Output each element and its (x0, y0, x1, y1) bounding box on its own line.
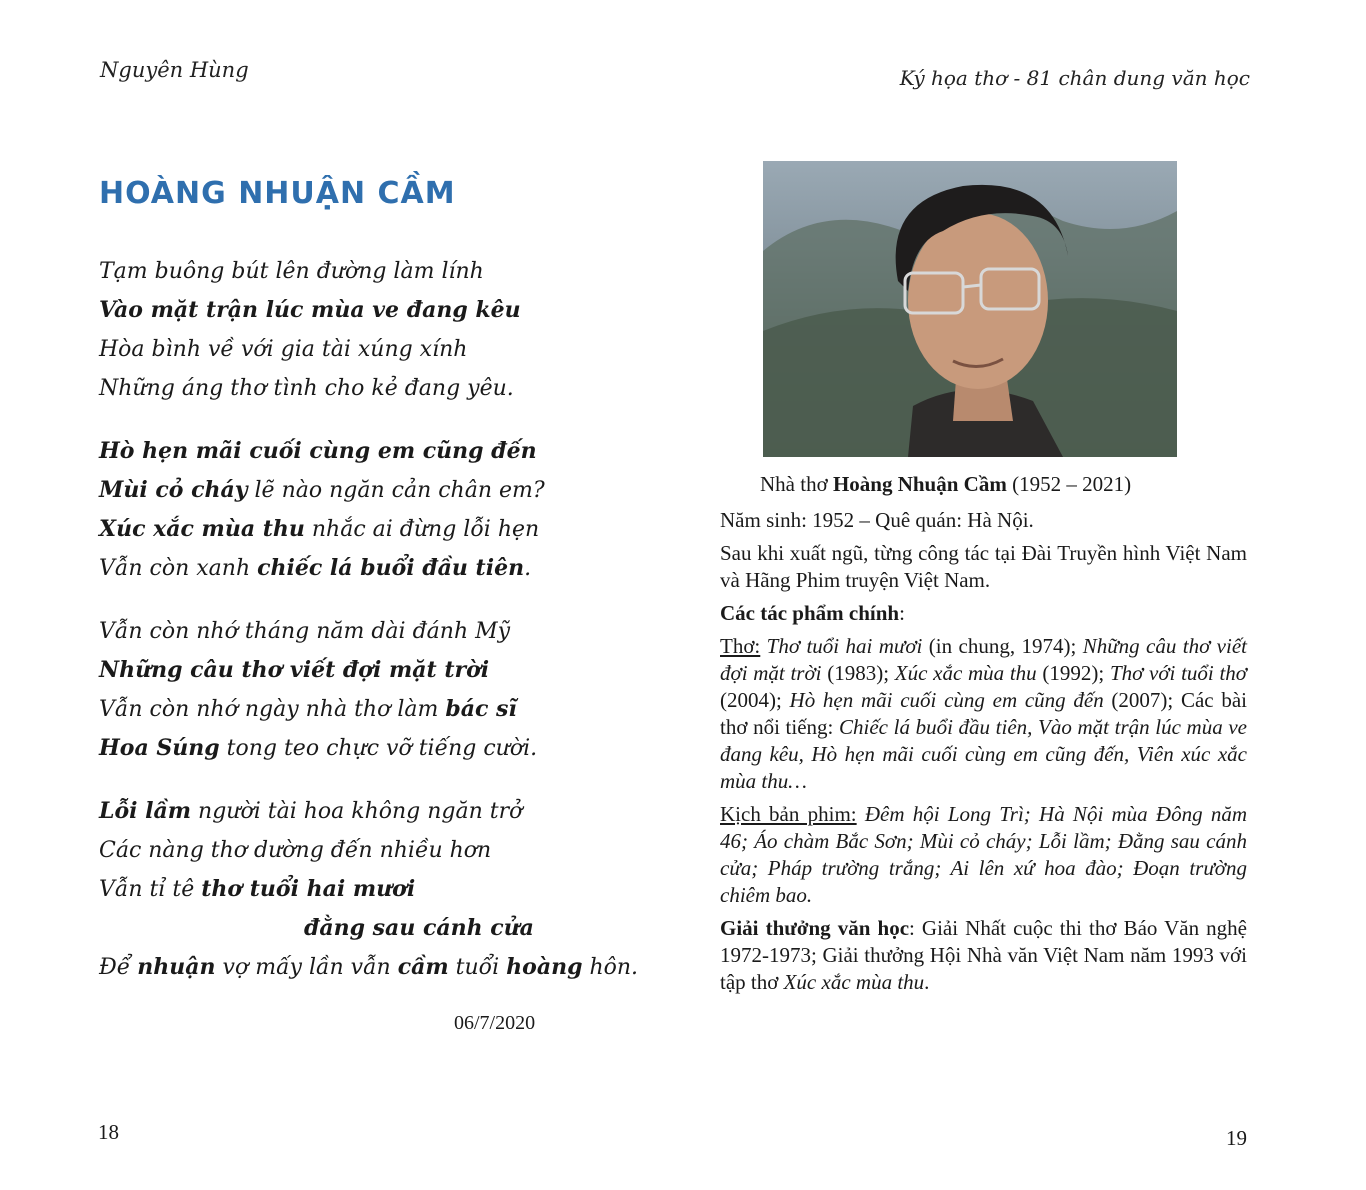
page-number-left: 18 (98, 1120, 119, 1144)
poet-portrait-photo (763, 161, 1177, 457)
poem-line: Những câu thơ viết đợi mặt trời (99, 657, 490, 683)
stanza-1 (99, 252, 619, 408)
poem (99, 252, 639, 1011)
works-heading-colon: : (899, 601, 905, 625)
poem-date: 06/7/2020 (454, 1012, 536, 1034)
poem-line: Những áng thơ tình cho kẻ đang yêu. (99, 376, 514, 401)
poem-phrase-bold: Lỗi lầm (99, 798, 192, 824)
work-note: (1983); (821, 661, 895, 685)
poem-line (99, 690, 619, 729)
stanza-3 (99, 612, 619, 768)
running-header-book-title: Ký họa thơ - 81 chân dung văn học (899, 66, 1250, 90)
poem-phrase: tong teo chực vỡ tiếng cười. (219, 736, 538, 761)
stanza-4 (99, 792, 639, 987)
poem-phrase-bold: thơ tuổi hai mươi (201, 876, 416, 902)
poem-line: đằng sau cánh cửa (304, 915, 534, 941)
poem-line: Hòa bình về với gia tài xúng xính (99, 337, 468, 362)
poem-phrase: người tài hoa không ngăn trở (191, 799, 523, 824)
work-note: (1992); (1036, 661, 1110, 685)
work-title: Những câu thơ viết đợi mặt trời (720, 634, 1247, 685)
work-note: (in chung, 1974); (922, 634, 1083, 658)
poem-phrase-bold: cầm (397, 954, 449, 980)
awards-book: Xúc xắc mùa thu (783, 970, 925, 994)
bio-career: Sau khi xuất ngũ, từng công tác tại Đài Truyền hình Việt Nam và Hãng Phim truyện Việt Nam. (720, 541, 1247, 592)
poem-title: HOÀNG NHUẬN CẦM (99, 176, 456, 211)
work-note: (2004); (720, 688, 790, 712)
page-number-right: 19 (1226, 1126, 1247, 1150)
biography (720, 507, 1247, 1002)
works-heading-label: Các tác phẩm chính (720, 601, 900, 625)
work-title: Thơ tuổi hai mươi (760, 634, 923, 658)
caption-poet-name: Hoàng Nhuận Cầm (832, 472, 1007, 496)
poem-phrase: Vẫn tỉ tê (99, 877, 202, 902)
poem-phrase: lẽ nào ngăn cản chân em? (247, 478, 545, 503)
poem-phrase: Vẫn còn nhớ ngày nhà thơ làm (99, 697, 446, 722)
caption-years: (1952 – 2021) (1006, 472, 1132, 496)
bio-birth: Năm sinh: 1952 – Quê quán: Hà Nội. (720, 508, 1034, 532)
poem-line: Vẫn còn nhớ tháng năm dài đánh Mỹ (99, 619, 511, 644)
caption-prefix: Nhà thơ (760, 472, 833, 496)
poem-phrase: vợ mấy lần vẫn (215, 955, 398, 980)
poem-phrase-bold: Mùi cỏ cháy (99, 477, 248, 503)
poem-line (99, 870, 619, 909)
poem-line: Tạm buông bút lên đường làm lính (99, 259, 484, 284)
bio-awards (720, 915, 1247, 996)
bio-poetry (720, 633, 1247, 795)
film-titles: Đêm hội Long Trì; Hà Nội mùa Đông năm 46; Áo chàm Bắc Sơn; Mùi cỏ cháy; Lỗi lầm; Đằng sau cánh cửa; Pháp trường trắng; Ai lên xứ hoa đào; Đoạn trường chiêm bao. (720, 802, 1247, 907)
poem-line: Các nàng thơ dường đến nhiều hơn (99, 838, 492, 863)
poem-phrase: tuổi (448, 955, 507, 980)
poem-phrase: . (524, 556, 532, 581)
poem-phrase-bold: hoàng (506, 954, 583, 980)
bio-works-heading (720, 600, 1247, 627)
work-title: Xúc xắc mùa thu (894, 661, 1037, 685)
poem-line (99, 471, 619, 510)
poem-line (99, 729, 619, 768)
poem-phrase: hôn. (582, 955, 639, 980)
poem-phrase: Để (99, 955, 138, 980)
poetry-label: Thơ: (720, 634, 761, 658)
work-title: Hò hẹn mãi cuối cùng em cũng đến (789, 688, 1104, 712)
film-label: Kịch bản phim: (720, 802, 857, 826)
awards-end: . (924, 970, 930, 994)
work-title: Thơ với tuổi thơ (1109, 661, 1248, 685)
poem-phrase-bold: bác sĩ (445, 696, 517, 722)
awards-text: : Giải Nhất cuộc thi thơ Báo Văn nghệ 1972-1973; Giải thưởng Hội Nhà văn Việt Nam năm 1993 với tập thơ (720, 916, 1247, 994)
bio-film-scripts (720, 801, 1247, 909)
poem-line (99, 948, 639, 987)
portrait-illustration (763, 161, 1177, 457)
poem-line: Vào mặt trận lúc mùa ve đang kêu (99, 297, 521, 323)
poem-phrase-bold: nhuận (137, 954, 216, 980)
poem-phrase-bold: Hoa Súng (99, 735, 220, 761)
poem-line: Hò hẹn mãi cuối cùng em cũng đến (99, 438, 537, 464)
famous-poems: Chiếc lá buổi đầu tiên, Vào mặt trận lúc mùa ve đang kêu, Hò hẹn mãi cuối cùng em cũng đến, Viên xúc xắc mùa thu… (720, 715, 1247, 793)
poem-line (99, 792, 619, 831)
poem-phrase: nhắc ai đừng lỗi hẹn (304, 517, 540, 542)
poem-phrase-bold: chiếc lá buổi đầu tiên (257, 555, 525, 581)
work-note: (2007); Các bài thơ nổi tiếng: (720, 688, 1247, 739)
poem-phrase: Vẫn còn xanh (99, 556, 258, 581)
photo-caption (760, 472, 1131, 497)
awards-label: Giải thưởng văn học (720, 916, 910, 940)
poem-line (99, 549, 619, 588)
poem-phrase-bold: Xúc xắc mùa thu (99, 516, 305, 542)
stanza-2 (99, 432, 619, 588)
running-header-author: Nguyên Hùng (100, 58, 249, 82)
poem-line (99, 510, 619, 549)
